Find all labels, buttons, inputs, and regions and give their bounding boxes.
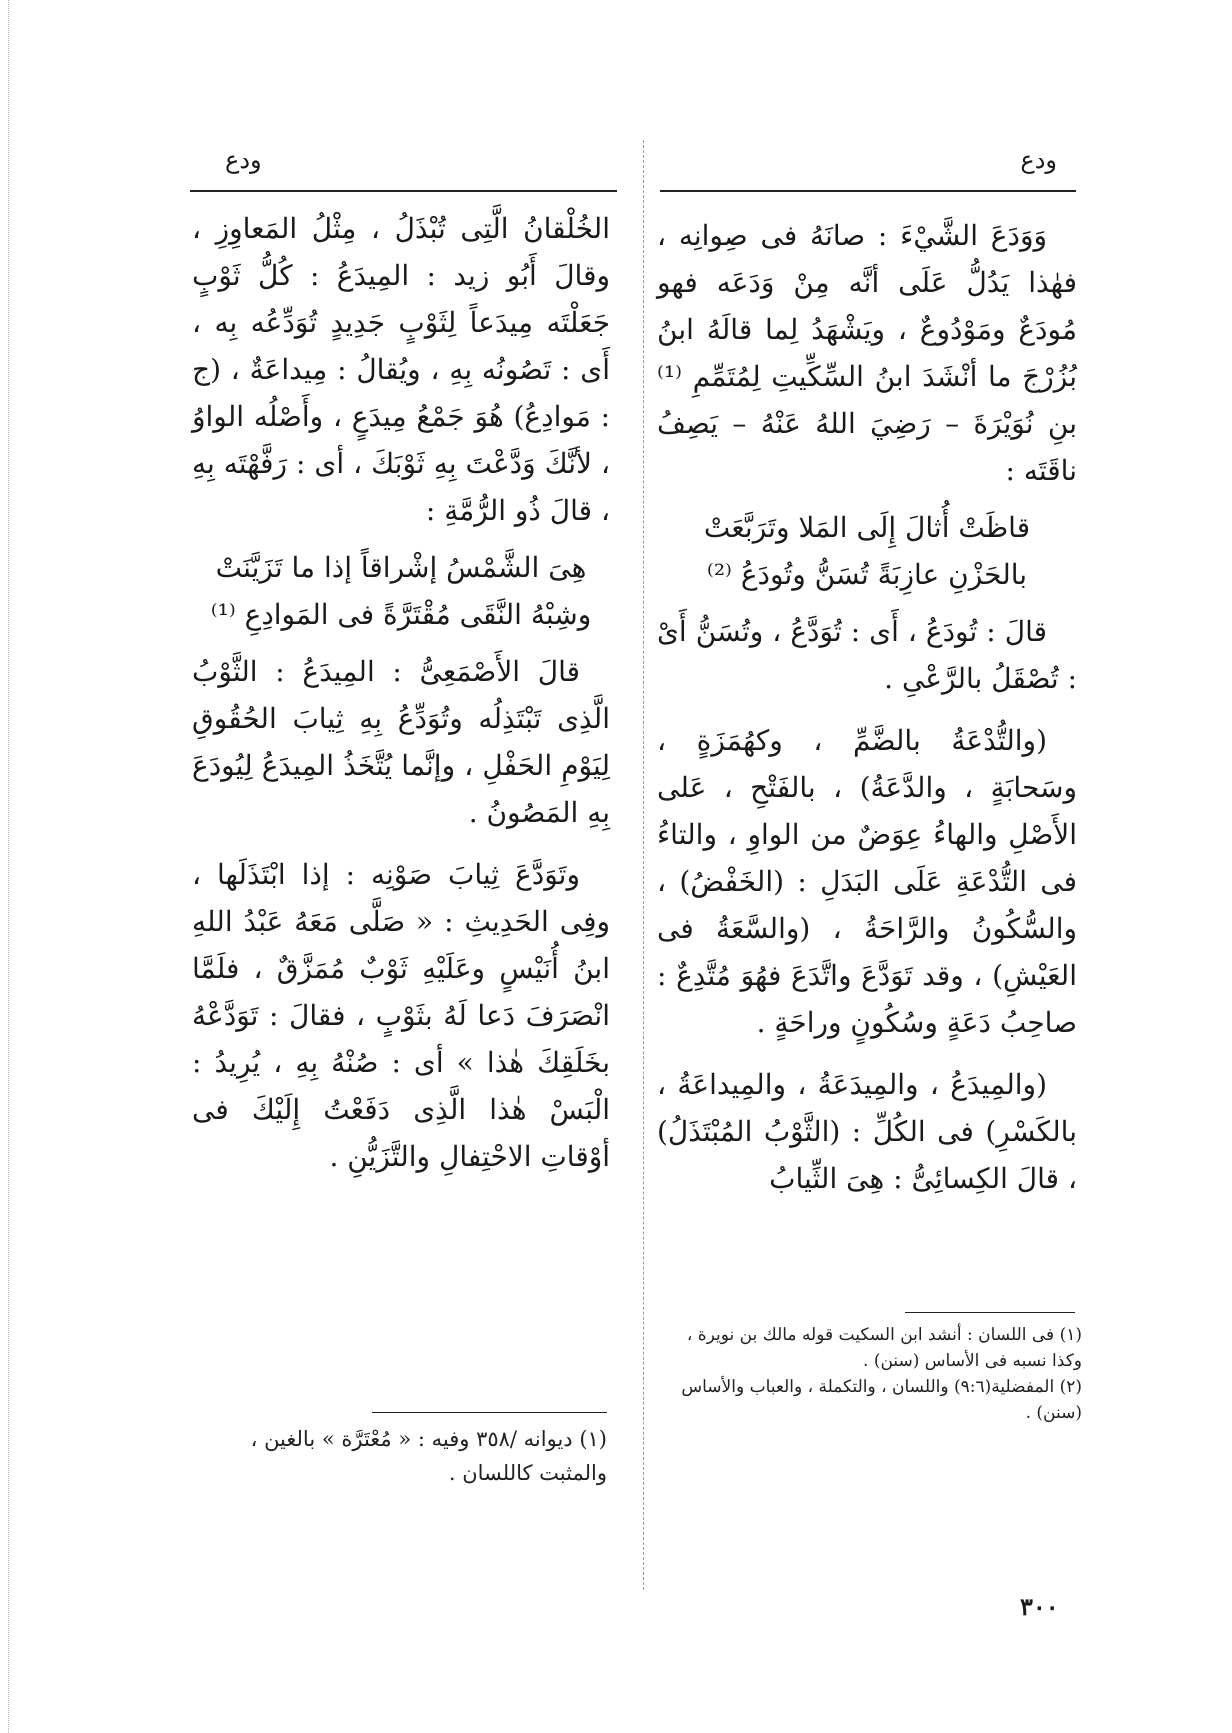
running-head-right: ودع bbox=[1020, 146, 1057, 174]
page-number: ٣٠٠ bbox=[1020, 1592, 1059, 1621]
left-para-1: الخُلْقانُ الَّتِى تُبْذَلُ ، مِثْلُ المَعاوِزِ ، وقالَ أَبُو زيد : المِيدَعُ : كُلُّ ثَوْبٍ جَعَلْتَه مِيدَعاً لِثَوْبٍ جَدِيدٍ تُوَدِّعُه بِه ، أَى : تَصُونُه بِهِ ، ويُقالُ : مِيداعَةٌ ، (ج : مَوادِعُ) هُوَ جَمْعُ مِيدَعٍ ، وأَصْلُه الواوُ ، لأنَّكَ وَدَّعْتَ بِهِ ثَوْبَكَ ، أى : رَفَّهْتَه بِهِ ، قالَ ذُو الرُّمَّةِ : bbox=[192, 212, 610, 527]
left-footnote-1: (١) ديوانه /٣٥٨ وفيه : « مُعْتَرَّة » بالغين ، والمثبت كاللسان . bbox=[250, 1427, 607, 1485]
left-verse-line-1: هِىَ الشَّمْسُ إشْراقاً إذا ما تَزَيَّنَتْ bbox=[215, 551, 587, 584]
left-footnotes bbox=[192, 1422, 607, 1490]
footnote-rule-left bbox=[372, 1412, 607, 1413]
running-head-left: ودع bbox=[225, 146, 262, 174]
header-rule-right bbox=[660, 190, 1076, 192]
right-column bbox=[657, 212, 1077, 1202]
footnote-rule-right bbox=[905, 1312, 1075, 1313]
right-para-3: (والتُّدْعَةُ بالضَّمِّ ، وكهُمَزَةٍ ، وسَحابَةٍ ، والدَّعَةُ) ، بالفَتْحِ ، عَلى الأَصْلِ والهاءُ عِوَضٌ من الواوِ ، والتاءُ فى التُّدْعَةِ عَلَى البَدَلِ : (الخَفْضُ) ، والسُّكُونُ والرَّاحَةُ ، (والسَّعَةُ فى العَيْشِ) ، وقد تَوَدَّعَ واتَّدَعَ فهُوَ مُتَّدِعٌ : صاحِبُ دَعَةٍ وسُكُونٍ وراحَةٍ . bbox=[657, 724, 1077, 1039]
right-para-4: (والمِيدَعُ ، والمِيدَعَةُ ، والمِيداعَةُ ، بالكَسْرِ) فى الكُلِّ : (الثَّوْبُ المُبْتَذَلُ) ، قالَ الكِسائِىُّ : هِىَ الثِّيابُ bbox=[657, 1068, 1077, 1195]
right-verse-line-2: بالحَزْنِ عازِبَةً تُسَنُّ وتُودَعُ ⁽²⁾ bbox=[706, 558, 1028, 591]
left-para-2: قالَ الأَصْمَعِىُّ : المِيدَعُ : الثَّوْبُ الَّذِى تَبْتَذِلُه وتُوَدِّعُ بِهِ ثِيابَ الحُقُوقِ لِيَوْمِ الحَفْلِ ، وإنَّما يُتَّخَذُ المِيدَعُ لِيُودَعَ بِهِ المَصُونُ . bbox=[192, 655, 610, 829]
right-footnote-2: (٢) المفضلية(٩:٦) واللسان ، والتكملة ، والعباب والأساس (سنن) . bbox=[681, 1377, 1082, 1423]
left-verse-line-2: وشِبْهُ النَّقَى مُقْتَرَّةً فى المَوادِعِ ⁽¹⁾ bbox=[210, 598, 592, 631]
scan-edge-line bbox=[8, 0, 10, 1733]
right-para-1: وَوَدَعَ الشَّيْءَ : صانَهُ فى صِوانِه ، فهٰذا يَدُلُّ عَلَى أنَّه مِنْ وَدَعَه فهو مُودَعٌ ومَوْدُوعٌ ، ويَشْهَدُ لِما قالَهُ ابنُ بُزُرْجَ ما أنْشَدَ ابنُ السِّكِّيتِ لِمُتَمِّمِ ⁽¹⁾ بنِ نُوَيْرَةَ – رَضِيَ اللهُ عَنْهُ – يَصِفُ ناقَتَه : bbox=[657, 219, 1077, 487]
right-verse bbox=[657, 504, 1077, 598]
left-verse bbox=[192, 544, 610, 638]
right-footnote-1: (١) فى اللسان : أنشد ابن السكيت قوله مالك بن نويرة ، وكذا نسبه فى الأساس (سنن) . bbox=[686, 1325, 1082, 1371]
left-para-3: وتَوَدَّعَ ثِيابَ صَوْنِه : إذا ابْتَذَلَها ، وفِى الحَدِيثِ : « صَلَّى مَعَهُ عَبْدُ اللهِ ابنُ أُنَيْسٍ وعَلَيْهِ ثَوْبٌ مُمَزَّقٌ ، فلَمَّا انْصَرَفَ دَعا لَهُ بثَوْبٍ ، فقالَ : تَوَدَّعْهُ بخَلَقِكَ هٰذا » أى : صُنْهُ بِهِ ، يُرِيدُ : الْبَسْ هٰذا الَّذِى دَفَعْتُ إِلَيْكَ فى أوْقاتِ الاحْتِفالِ والتَّزَيُّنِ . bbox=[192, 858, 610, 1173]
right-verse-line-1: قاظَتْ أُثالَ إِلَى المَلا وتَرَبَّعَتْ bbox=[703, 511, 1031, 544]
left-column bbox=[192, 205, 610, 1180]
right-para-2: قالَ : تُودَعُ ، أَى : تُوَدَّعُ ، وتُسَنُّ أَىْ : تُصْقَلُ بالرَّعْىِ . bbox=[657, 615, 1077, 695]
right-footnotes bbox=[662, 1322, 1082, 1426]
column-gutter-line bbox=[643, 140, 645, 1590]
header-rule-left bbox=[190, 190, 617, 192]
